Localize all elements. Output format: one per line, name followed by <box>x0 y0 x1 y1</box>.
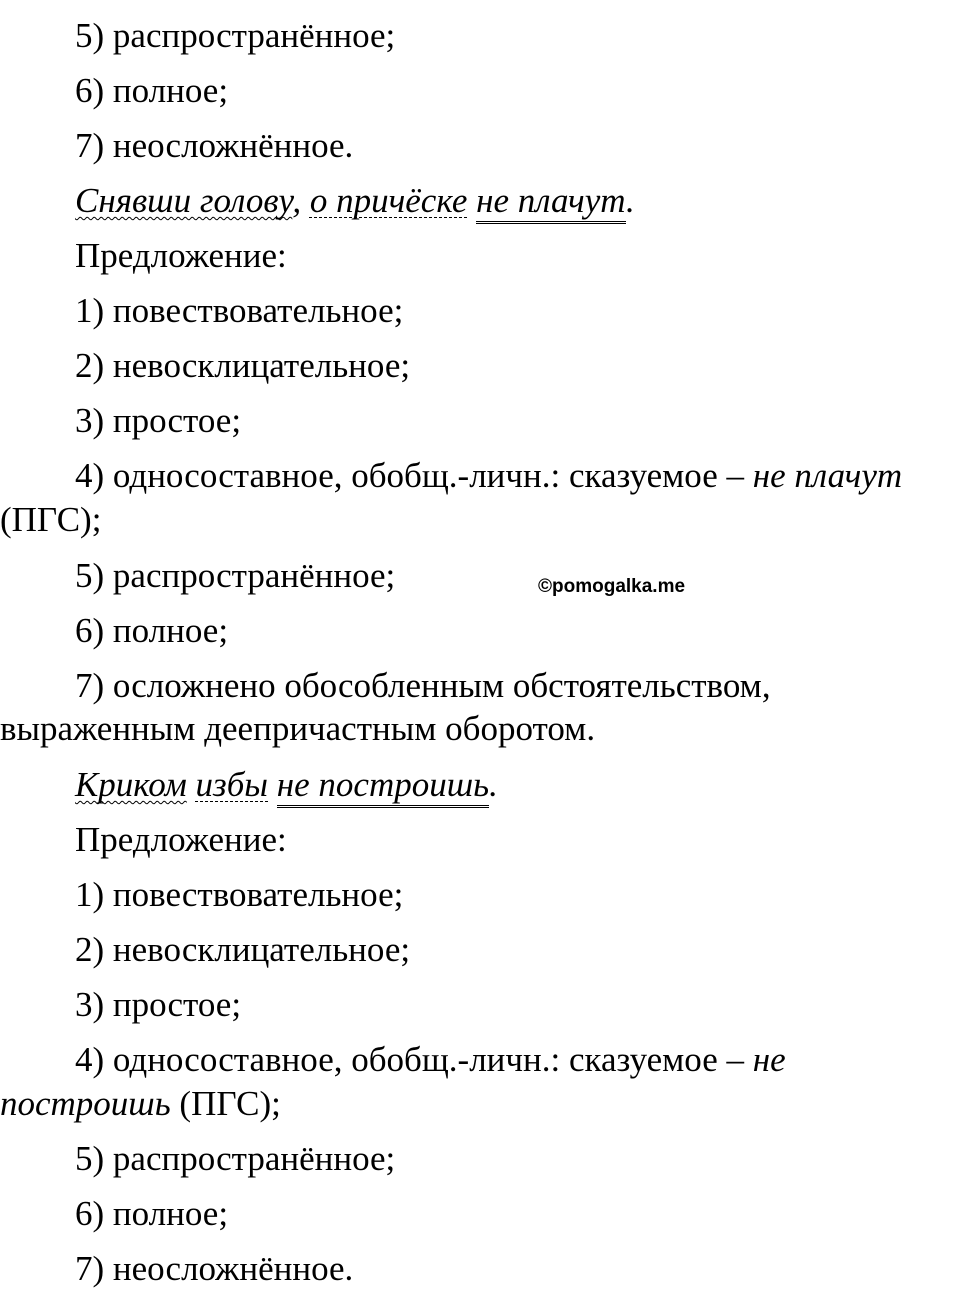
list-item-text: 4) односоставное, обобщ.-личн.: сказуемое – <box>75 456 753 495</box>
list-item-continuation: выраженным деепричастным оборотом. <box>0 709 596 748</box>
sentence-adverbial: Криком <box>75 765 187 804</box>
sentence-punctuation: , <box>292 181 302 220</box>
list-item: 2) невосклицательное; <box>75 346 411 385</box>
list-item-continuation <box>0 1084 281 1124</box>
list-item: 1) повествовательное; <box>75 291 404 330</box>
sentence-predicate: не построишь <box>277 765 489 808</box>
section-heading: Предложение: <box>75 236 287 275</box>
list-item: 6) полное; <box>75 611 229 650</box>
list-item-continuation: (ПГС); <box>0 500 102 539</box>
list-item-text: (ПГС); <box>170 1084 281 1123</box>
sentence-punctuation: . <box>625 181 635 220</box>
list-item: 6) полное; <box>75 1194 229 1233</box>
list-item <box>75 1040 786 1080</box>
example-sentence <box>75 181 635 221</box>
list-item: 3) простое; <box>75 985 242 1024</box>
list-item <box>75 456 902 496</box>
list-item: 6) полное; <box>75 71 229 110</box>
list-item: 5) распространённое; <box>75 1139 396 1178</box>
sentence-object: о причёске <box>309 181 468 220</box>
list-item: 5) распространённое; <box>75 16 396 55</box>
example-sentence <box>75 765 498 805</box>
predicate-example: не плачут <box>752 456 903 495</box>
sentence-adverbial: Снявши голову <box>75 181 293 220</box>
list-item: 5) распространённое; <box>75 556 396 595</box>
list-item: 7) осложнено обособленным обстоятельством, <box>75 666 771 705</box>
sentence-predicate: не плачут <box>476 181 626 224</box>
predicate-example: построишь <box>0 1084 171 1123</box>
list-item: 7) неосложнённое. <box>75 126 354 165</box>
list-item: 1) повествовательное; <box>75 875 404 914</box>
watermark-text: ©pomogalka.me <box>538 576 686 597</box>
predicate-example: не <box>752 1040 786 1079</box>
sentence-punctuation: . <box>489 765 498 804</box>
list-item: 3) простое; <box>75 401 242 440</box>
list-item: 2) невосклицательное; <box>75 930 411 969</box>
list-item-text: 4) односоставное, обобщ.-личн.: сказуемое – <box>75 1040 753 1079</box>
section-heading: Предложение: <box>75 820 287 859</box>
list-item: 7) неосложнённое. <box>75 1249 354 1288</box>
sentence-object: избы <box>195 765 269 804</box>
